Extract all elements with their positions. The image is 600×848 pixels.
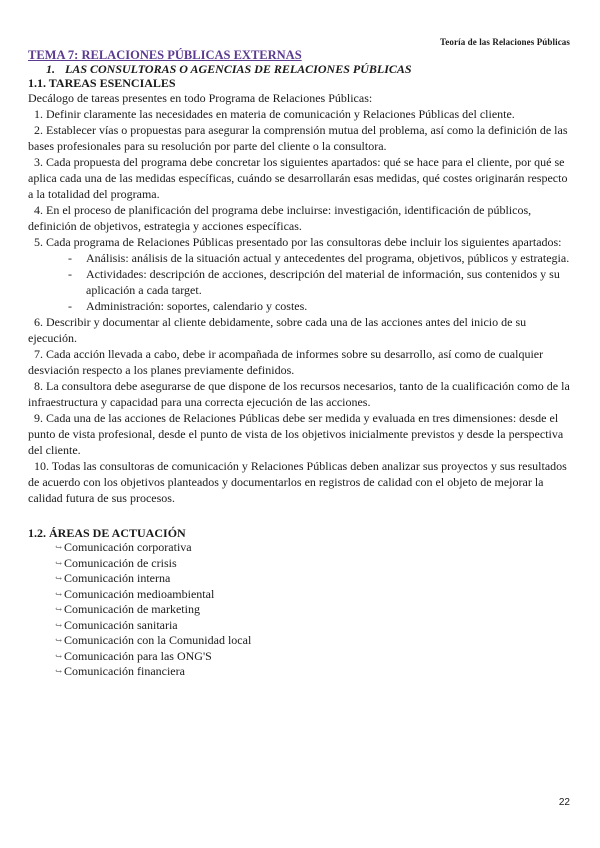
- subsection-intro: Decálogo de tareas presentes en todo Programa de Relaciones Públicas:: [28, 91, 373, 105]
- areas-list: [28, 540, 574, 680]
- area-text: Comunicación interna: [64, 571, 171, 585]
- section-title-text: LAS CONSULTORAS O AGENCIAS DE RELACIONES PÚBLICAS: [65, 62, 412, 76]
- task-item: 8. La consultora debe asegurarse de que dispone de los recursos necesarios, tanto de la cualificación como de la infraestructura y capacidad para una correcta ejecución de las acciones.: [28, 379, 570, 409]
- area-item: [28, 587, 574, 603]
- arrow-bullet-icon: ↪: [55, 636, 62, 645]
- section-number: 1.: [46, 62, 55, 76]
- arrow-bullet-icon: ↪: [55, 589, 62, 599]
- area-item: [28, 540, 574, 556]
- area-text: Comunicación con la Comunidad local: [64, 633, 252, 647]
- arrow-bullet-icon: ↪: [55, 558, 62, 568]
- running-header: Teoría de las Relaciones Públicas: [440, 37, 570, 47]
- area-item: [28, 618, 574, 634]
- subitem-text: Actividades: descripción de acciones, descripción del material de información, sus contenidos y su aplicación a cada target.: [86, 267, 560, 297]
- subsection-title-tareas: 1.1. TAREAS ESENCIALES: [28, 76, 176, 90]
- page-content: [28, 48, 574, 680]
- task5-subitem: [28, 250, 574, 266]
- area-item: [28, 602, 574, 618]
- area-item: [28, 633, 574, 649]
- area-text: Comunicación financiera: [64, 664, 185, 678]
- subitem-text: Análisis: análisis de la situación actual y antecedentes del programa, objetivos, públicos y estrategia.: [86, 251, 570, 265]
- task5-subitem-list: [28, 250, 574, 314]
- task-item: 7. Cada acción llevada a cabo, debe ir acompañada de informes sobre su desarrollo, así como de cualquier desviación respecto a los planes previamente definidos.: [28, 347, 544, 377]
- task5-subitem: [28, 298, 574, 314]
- arrow-bullet-icon: ↪: [55, 620, 62, 630]
- task-item: 10. Todas las consultoras de comunicación y Relaciones Públicas deben analizar sus proyectos y sus resultados de acuerdo con los objetivos planteados y documentarlos en registros de calidad con el objeto de mejorar la calidad futura de sus procesos.: [28, 459, 567, 505]
- task-list: [28, 106, 574, 506]
- area-text: Comunicación sanitaria: [64, 617, 178, 632]
- area-item: [28, 649, 574, 665]
- task-item: 6. Describir y documentar al cliente debidamente, sobre cada una de las acciones antes del inicio de su ejecución.: [28, 315, 527, 345]
- arrow-bullet-icon: ↪: [55, 605, 62, 614]
- arrow-bullet-icon: ↪: [55, 543, 62, 552]
- arrow-bullet-icon: ↪: [55, 667, 62, 676]
- area-text: Comunicación de marketing: [64, 602, 200, 616]
- task-item: 1. Definir claramente las necesidades en materia de comunicación y Relaciones Públicas del cliente.: [34, 107, 515, 121]
- task-item: 3. Cada propuesta del programa debe concretar los siguientes apartados: qué se hace para el cliente, por qué se aplica cada una de las medidas específicas, cuándo se desarrollarán esas medidas, qué costes originarán respecto a la totalidad del programa.: [28, 155, 568, 201]
- area-text: Comunicación para las ONG'S: [64, 648, 212, 663]
- arrow-bullet-icon: ↪: [55, 574, 62, 583]
- dash-bullet: -: [68, 267, 72, 281]
- topic-title: TEMA 7: RELACIONES PÚBLICAS EXTERNAS: [28, 48, 302, 62]
- area-item: [28, 571, 574, 587]
- section-title: [28, 62, 574, 76]
- dash-bullet: -: [68, 299, 72, 313]
- task-item: 2. Establecer vías o propuestas para asegurar la comprensión mutua del problema, así como la definición de las bases profesionales para su resolución por parte del cliente o la consultora.: [28, 123, 568, 153]
- task-item: 5. Cada programa de Relaciones Públicas presentado por las consultoras debe incluir los siguientes apartados:: [34, 235, 562, 249]
- page-number: 22: [558, 797, 570, 808]
- subsection-title-areas: 1.2. ÁREAS DE ACTUACIÓN: [28, 526, 186, 540]
- area-text: Comunicación medioambiental: [64, 586, 215, 601]
- section-spacer: [28, 506, 574, 526]
- area-item: [28, 556, 574, 572]
- subitem-text: Administración: soportes, calendario y costes.: [86, 299, 308, 313]
- task-item: 9. Cada una de las acciones de Relaciones Públicas debe ser medida y evaluada en tres dimensiones: desde el punto de vista profesional, desde el punto de vista de los objetivos inicialmente previstos y desde la perspectiva del cliente.: [28, 411, 564, 457]
- task-item: 4. En el proceso de planificación del programa debe incluirse: investigación, identificación de públicos, definición de objetivos, estrategia y acciones específicas.: [28, 203, 532, 233]
- area-text: Comunicación corporativa: [64, 540, 192, 554]
- area-item: [28, 664, 574, 680]
- task5-subitem: [28, 266, 574, 298]
- area-text: Comunicación de crisis: [64, 555, 177, 570]
- arrow-bullet-icon: ↪: [55, 651, 62, 661]
- dash-bullet: -: [68, 251, 72, 265]
